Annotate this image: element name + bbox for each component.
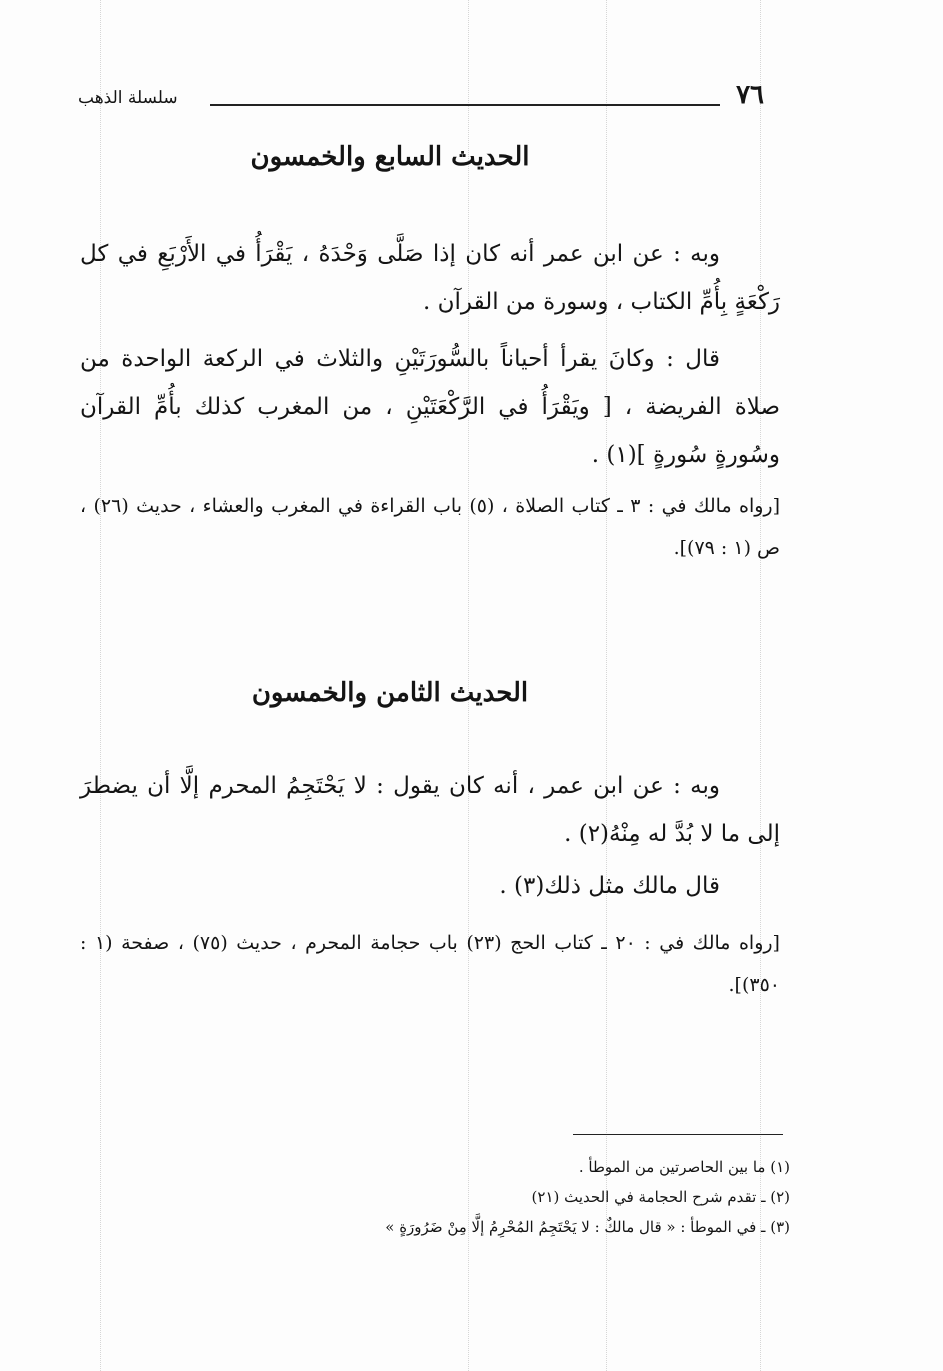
page-header xyxy=(70,78,770,118)
hadith-57-paragraph-1: وبه : عن ابن عمر أنه كان إذا صَلَّى وَحْدَهُ ، يَقْرَأُ في الأَرْبَعِ في كل رَكْعَةٍ بِأُمِّ الكتاب ، وسورة من القرآن . xyxy=(80,241,780,315)
footnote-2: (٢) ـ تقدم شرح الحجامة في الحديث (٢١) xyxy=(531,1188,790,1206)
running-title: سلسلة الذهب xyxy=(78,88,178,108)
footnote-separator xyxy=(573,1134,783,1135)
section-title-58: الحديث الثامن والخمسون xyxy=(251,678,529,708)
footnotes xyxy=(200,1152,790,1242)
hadith-57-citation: [رواه مالك في : ٣ ـ كتاب الصلاة ، (٥) باب القراءة في المغرب والعشاء ، حديث (٢٦) ، ص (١ : ٧٩)]. xyxy=(80,495,780,559)
hadith-58-paragraph-2: قال مالك مثل ذلك(٣) . xyxy=(499,873,720,899)
footnote-3: (٣) ـ في الموطأ : « قال مالكٌ : لا يَحْتَجِمُ المُحْرِمُ إلَّا مِنْ ضَرُورَةٍ » xyxy=(385,1218,790,1236)
page-number: ٧٦ xyxy=(736,80,764,110)
hadith-58-paragraph-1: وبه : عن ابن عمر ، أنه كان يقول : لا يَحْتَجِمُ المحرم إلَّا أن يضطرَ إلى ما لا بُدَّ له مِنْهُ(٢) . xyxy=(80,773,780,847)
hadith-58-citation: [رواه مالك في : ٢٠ ـ كتاب الحج (٢٣) باب حجامة المحرم ، حديث (٧٥) ، صفحة (١ : ٣٥٠)]. xyxy=(80,932,780,996)
section-title-57: الحديث السابع والخمسون xyxy=(250,142,530,172)
header-rule xyxy=(210,104,720,106)
hadith-57-paragraph-2: قال : وكانَ يقرأ أحياناً بالسُّورَتَيْنِ والثلاث في الركعة الواحدة من صلاة الفريضة ، [ ويَقْرَأُ في الرَّكْعَتَيْنِ ، من المغرب كذلك بأُمِّ القرآن وسُورةٍ سُورةٍ ](١) . xyxy=(80,346,780,468)
footnote-1: (١) ما بين الحاصرتين من الموطأ . xyxy=(578,1158,790,1176)
